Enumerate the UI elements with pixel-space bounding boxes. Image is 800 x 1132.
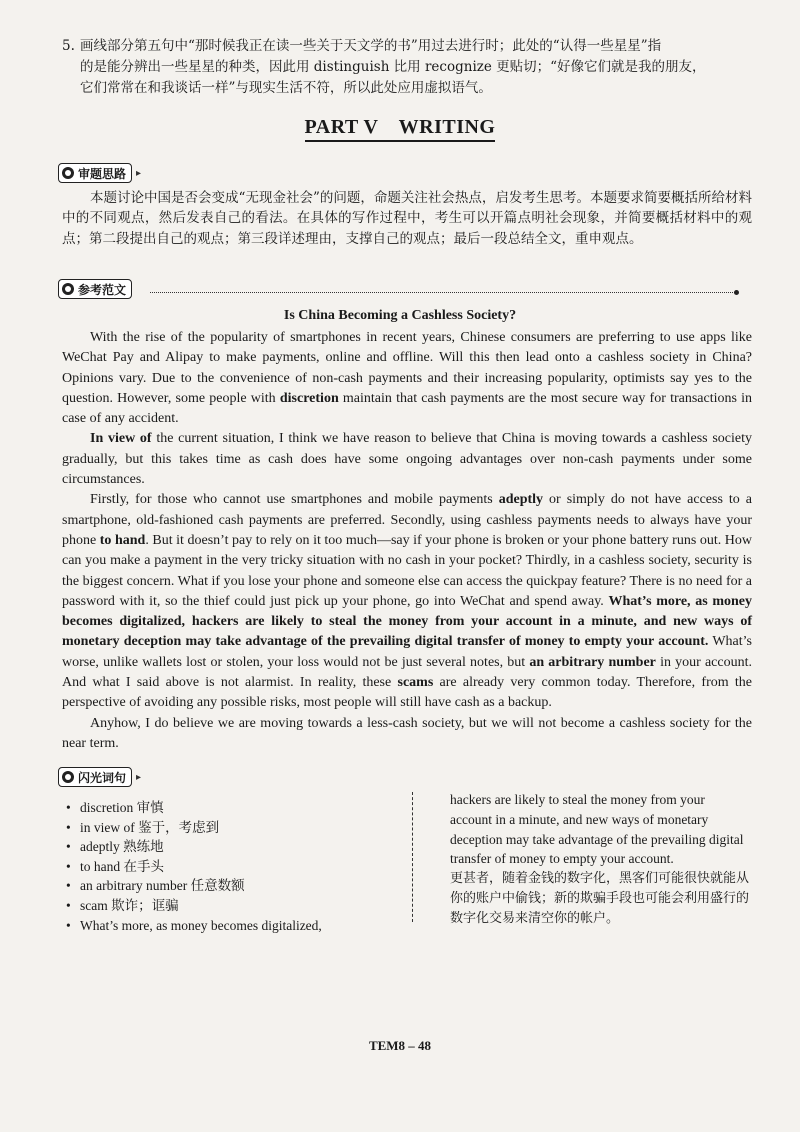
answer-note	[62, 36, 762, 99]
arrow-icon: ▸	[136, 167, 142, 179]
page-number: TEM8 – 48	[368, 1038, 432, 1053]
dashed-divider	[412, 792, 413, 922]
section-label-analysis: 审题思路 ▸	[58, 162, 141, 184]
vocab-sentence-chinese: 更甚者，随着金钱的数字化，黑客们可能很快就能从你的账户中偷钱；新的欺骗手段也可能会利用盛行的数字化交易来清空你的帐户。	[450, 871, 750, 926]
highlight-arbitrary-number: an arbitrary number	[529, 654, 656, 670]
divider-dot	[734, 290, 739, 295]
section-label-sample-essay: 参考范文	[58, 278, 132, 300]
vocab-item: • an arbitrary number 任意数额	[66, 876, 406, 896]
bullet-icon	[62, 167, 74, 179]
vocab-item: • adeptly 熟练地	[66, 837, 406, 857]
section-label-highlights: 闪光词句 ▸	[58, 766, 141, 788]
vocab-sentence	[450, 790, 750, 929]
essay-paragraph-1: With the rise of the popularity of smartphones in recent years, Chinese consumers are preferring to use apps like WeChat Pay and Alipay to make payments, online and offline. Will this then lead onto a cashless society in China? Opinions vary. Due to the convenience of non-cash payments and their increasing popularity, optimists say yes to the question. However, some people with discretion maintain that cash payments are the most secure way for transactions in case of any accident.	[62, 330, 753, 427]
vocab-item: • in view of 鉴于，考虑到	[66, 818, 406, 838]
essay-paragraph-2: In view of the current situation, I think we have reason to believe that China is moving towards a cashless society gradually, but this takes time as cash does have some ongoing advantages over non-cash payments under some circumstances.	[62, 431, 752, 488]
highlight-adeptly: adeptly	[498, 492, 544, 508]
essay-body	[62, 328, 752, 754]
essay-title: Is China Becoming a Cashless Society?	[283, 308, 517, 323]
vocab-item: • What’s more, as money becomes digitalized,	[66, 916, 406, 936]
essay-paragraph-4: Anyhow, I do believe we are moving towards a less-cash society, but we will not become a cashless society for the near term.	[62, 715, 752, 751]
highlight-whats-more: What’s more, as money becomes digitalized, hackers are likely to steal the money from your account in a minute, and new ways of monetary deception may take advantage of the prevailing digital transfer of money to empty your account.	[62, 593, 752, 650]
essay-paragraph-3: Firstly, for those who cannot use smartphones and mobile payments adeptly or simply do not have access to a smartphone, old-fashioned cash payments are preferred. Secondly, using cashless payments needs to always have your phone to hand. But it doesn’t pay to rely on it too much—say if your phone is broken or your phone battery runs out. How can you make a payment in the very tricky situation with no cash in your pocket? Thirdly, in a cashless society, security is the biggest concern. What if you lose your phone and someone else can access the quickpay feature? There is no need for a password with it, so the thief could just pick up your phone, go into WeChat and spend away. What’s more, as money becomes digitalized, hackers are likely to steal the money from your account in a minute, and new ways of monetary deception may take advantage of the prevailing digital transfer of money to empty your account. What’s worse, unlike wallets lost or stolen, your loss would not be just several notes, but an arbitrary number in your account. And what I said above is not alarmist. In reality, these scams are already very common today. Therefore, from the perspective of avoiding any possible risks, most people will still have cash as a backup.	[62, 492, 753, 711]
highlight-discretion: discretion	[279, 390, 339, 406]
dotted-divider	[150, 292, 735, 293]
analysis-text: 本题讨论中国是否会变成“无现金社会”的问题，命题关注社会热点，启发考生思考。本题要求简要概括所给材料中的不同观点，然后发表自己的看法。在具体的写作过程中，考生可以开篇点明社会现象，并简要概括材料中的观点；第二段提出自己的观点；第三段详述理由，支撑自己的观点；最后一段总结全文，重申观点。	[62, 190, 752, 247]
vocab-item: • scam 欺诈；诓骗	[66, 896, 406, 916]
vocab-item: • discretion 审慎	[66, 798, 406, 818]
vocab-item: • to hand 在手头	[66, 857, 406, 877]
bullet-icon	[62, 771, 74, 783]
note-line-2: 的是能分辨出一些星星的种类，因此用 distinguish 比用 recognize 更贴切；“好像它们就是我的朋友，	[80, 59, 706, 75]
part-title: PART V WRITING	[0, 110, 800, 139]
note-number: 5.	[62, 38, 75, 54]
bullet-icon	[62, 283, 74, 295]
highlight-scams: scams	[397, 675, 434, 691]
vocab-sentence-english: hackers are likely to steal the money from your account in a minute, and new ways of monetary deception may take advantage of the prevailing digital transfer of money to empty your account.	[450, 792, 744, 867]
note-line-1: 画线部分第五句中“那时候我正在读一些关于天文学的书”用过去进行时；此处的“认得一些星星”指	[80, 38, 662, 54]
highlight-in-view-of: In view of	[90, 431, 152, 447]
vocab-list	[66, 798, 406, 935]
highlight-to-hand: to hand	[99, 532, 146, 548]
arrow-icon: ▸	[136, 771, 142, 783]
note-line-3: 它们常常在和我谈话一样”与现实生活不符，所以此处应用虚拟语气。	[80, 80, 492, 96]
